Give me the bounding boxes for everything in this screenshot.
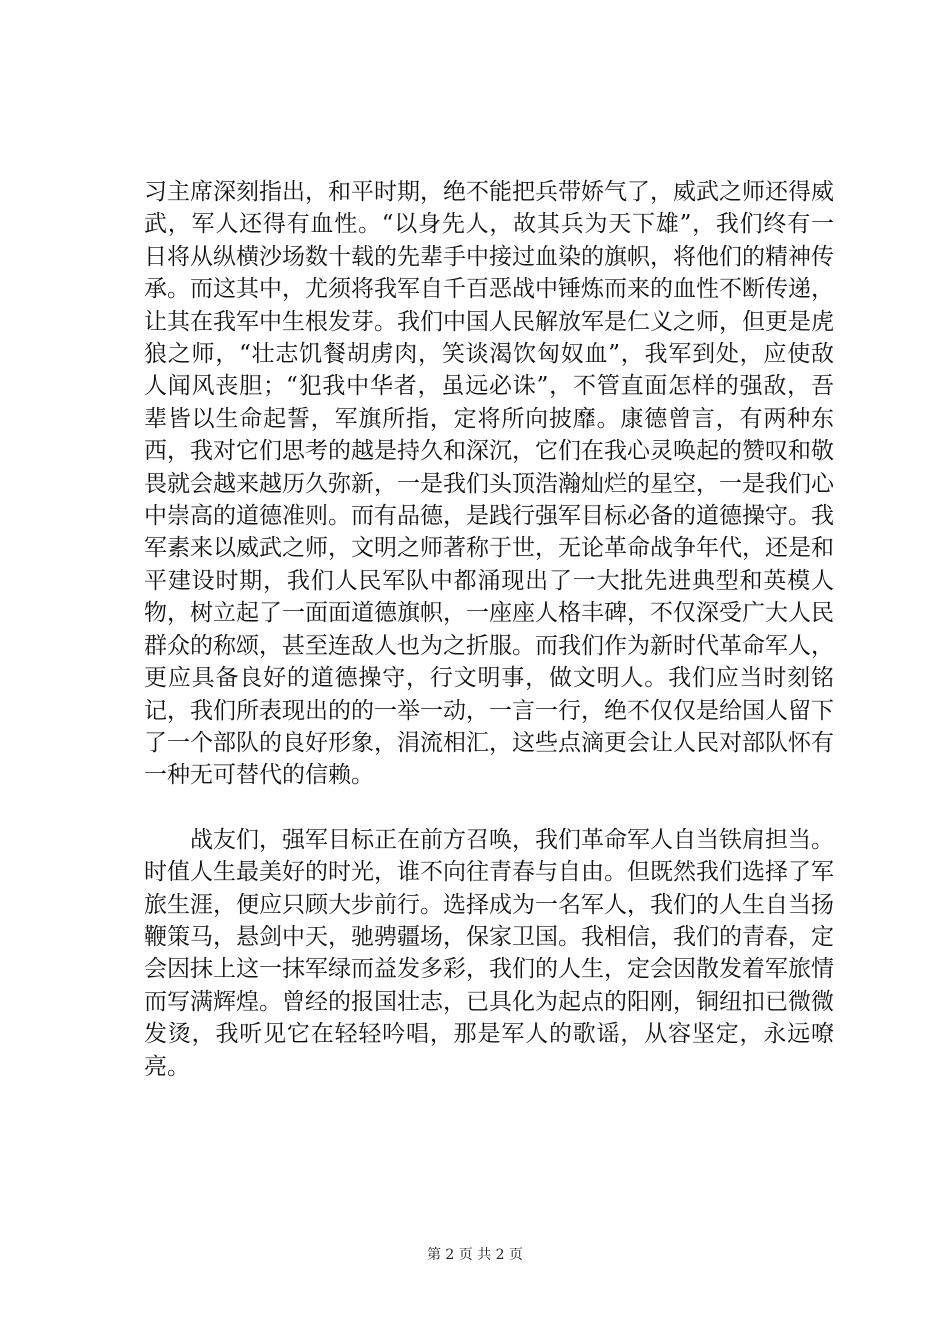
body-paragraph-1: 习主席深刻指出，和平时期，绝不能把兵带娇气了，威武之师还得威武，军人还得有血性。“以身先人，故其兵为天下雄”，我们终有一日将从纵横沙场数十载的先辈手中接过血染的旗帜，将他们的精神传承。而这其中，尤须将我军自千百恶战中锤炼而来的血性不断传递，让其在我军中生根发芽。我们中国人民解放军是仁义之师，但更是虎狼之师，“壮志饥餐胡虏肉，笑谈渴饮匈奴血”，我军到处，应使敌人闻风丧胆；“犯我中华者，虽远必诛”，不管直面怎样的强敌，吾辈皆以生命起誓，军旗所指，定将所向披靡。康德曾言，有两种东西，我对它们思考的越是持久和深沉，它们在我心灵唤起的赞叹和敬畏就会越来越历久弥新，一是我们头顶浩瀚灿烂的星空，一是我们心中崇高的道德准则。而有品德，是践行强军目标必备的道德操守。我军素来以威武之师，文明之师著称于世，无论革命战争年代，还是和平建设时期，我们人民军队中都涌现出了一大批先进典型和英模人物，树立起了一面面道德旗帜，一座座人格丰碑，不仅深受广大人民群众的称颂，甚至连敌人也为之折服。而我们作为新时代革命军人，更应具备良好的道德操守，行文明事，做文明人。我们应当时刻铭记，我们所表现出的的一举一动，一言一行，绝不仅仅是给国人留下了一个部队的良好形象，涓流相汇，这些点滴更会让人民对部队怀有一种无可替代的信赖。: [144, 179, 834, 789]
document-body: [144, 176, 834, 1083]
page-footer: 第 2 页 共 2 页: [426, 1247, 524, 1263]
paragraph-spacer: [144, 792, 834, 824]
body-paragraph-2: 战友们，强军目标正在前方召唤，我们革命军人自当铁肩担当。时值人生最美好的时光，谁不向往青春与自由。但既然我们选择了军旅生涯，便应只顾大步前行。选择成为一名军人，我们的人生自当扬鞭策马，悬剑中天，驰骋疆场，保家卫国。我相信，我们的青春，定会因抹上这一抹军绿而益发多彩，我们的人生，定会因散发着军旅情而写满辉煌。曾经的报国壮志，已具化为起点的阳刚，铜纽扣已微微发烫，我听见它在轻轻吟唱，那是军人的歌谣，从容坚定，永远嘹亮。: [144, 826, 834, 1080]
